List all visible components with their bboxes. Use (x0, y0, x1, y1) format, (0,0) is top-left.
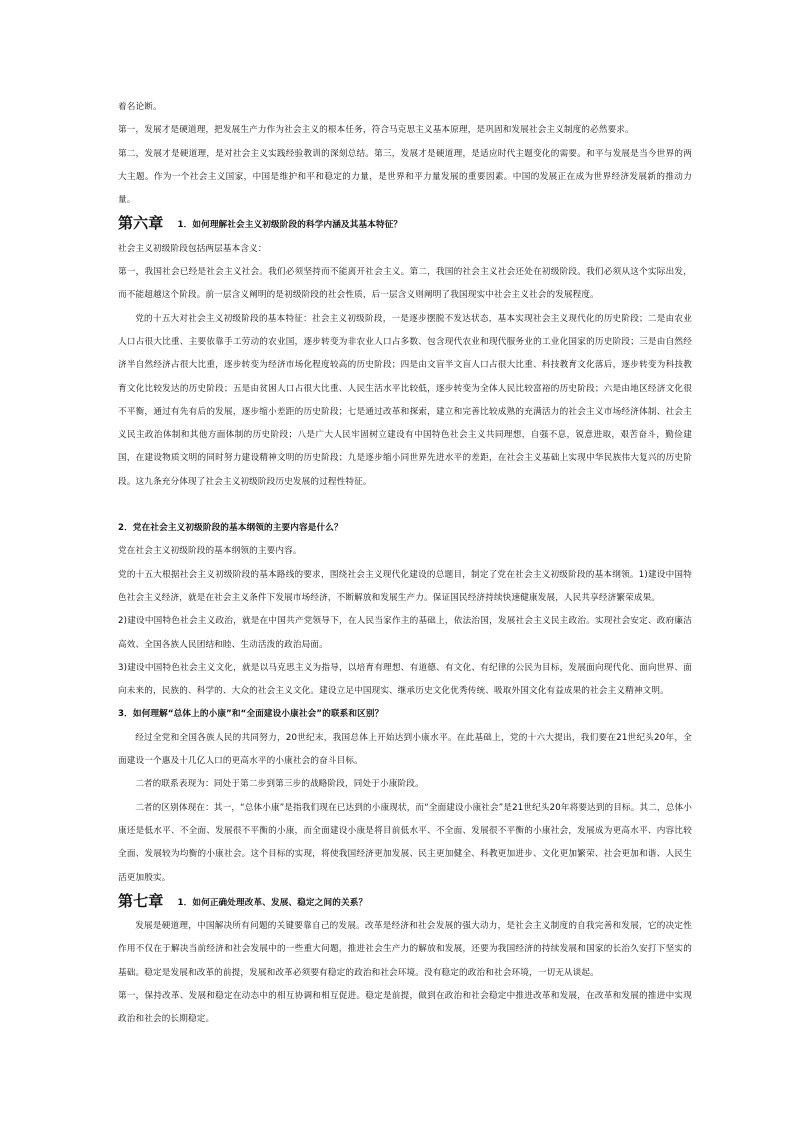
paragraph: 3)建设中国特色社会主义文化，就是以马克思主义为指导，以培育有理想、有道德、有文化、有纪律的公民为目标，发展面向现代化、面向世界、面向未来的，民族的、科学的、大众的社会主义文化。建设立足中国现实、继承历史文化优秀传统、吸取外国文化有益成果的社会主义精神文明。 (118, 662, 692, 697)
question-heading: 1．如何正确处理改革、发展、稳定之间的关系？ (177, 897, 368, 908)
paragraph: 经过全党和全国各族人民的共同努力，20世纪末，我国总体上开始达到小康水平。在此基础上，党的十六大提出，我们要在21世纪头20年，全面建设一个惠及十几亿人口的更高水平的小康社会的奋斗目标。 (118, 732, 692, 767)
question-heading: 3．如何理解“总体上的小康”和“全面建设小康社会”的联系和区别？ (118, 709, 384, 720)
paragraph: 党的十五大根据社会主义初级阶段的基本路线的要求，围绕社会主义现代化建设的总题目，制定了党在社会主义初级阶段的基本纲领。1)建设中国特色社会主义经济，就是在社会主义条件下发展市场经济，不断解放和发展生产力。保证国民经济持续快速健康发展，人民共享经济繁荣成果。 (118, 569, 692, 603)
chapter-heading-6 (118, 212, 692, 237)
paragraph: 着名论断。 (118, 102, 162, 112)
paragraph: 2)建设中国特色社会主义政治，就是在中国共产党领导下，在人民当家作主的基础上，依法治国，发展社会主义民主政治。实现社会安定、政府廉洁高效、全国各族人民团结和睦、生动活泼的政治局面。 (118, 616, 692, 650)
paragraph: 第一，发展才是硬道理，把发展生产力作为社会主义的根本任务，符合马克思主义基本原理，是巩固和发展社会主义制度的必然要求。 (118, 125, 634, 136)
blank-line (118, 494, 692, 517)
paragraph: 二者的区别体现在：其一，“总体小康”是指我们现在已达到的小康现状，而“全面建设小康社会”是21世纪头20年将要达到的目标。其二，总体小康还是低水平、不全面、发展很不平衡的小康，而全面建设小康是将目前低水平、不全面、发展很不平衡的小康社会，发展成为更高水平、内容比较全面、发展较为均衡的小康社会。这个目标的实现，将使我国经济更加发展、民主更加健全、科教更加进步、文化更加繁荣、社会更加和谐、人民生活更加殷实。 (118, 802, 692, 883)
chapter-title: 第六章 (118, 214, 164, 233)
chapter-title: 第七章 (118, 891, 164, 910)
paragraph: 第一，保持改革、发展和稳定在动态中的相互协调和相互促进。稳定是前提，做到在政治和社会稳定中推进改革和发展，在改革和发展的推进中实现政治和社会的长期稳定。 (118, 990, 692, 1025)
paragraph: 第一，我国社会已经是社会主义社会。我们必须坚持而不能离开社会主义。第二，我国的社会主义社会还处在初级阶段。我们必须从这个实际出发，而不能超越这个阶段。前一层含义阐明的是初级阶段的社会性质，后一层含义则阐明了我国现实中社会主义社会的发展程度。 (118, 267, 692, 301)
paragraph: 党在社会主义初级阶段的基本纲领的主要内容。 (118, 546, 302, 557)
document-page (118, 96, 692, 1032)
chapter-heading-7 (118, 890, 692, 915)
question-heading: 1．如何理解社会主义初级阶段的科学内涵及其基本特征？ (177, 220, 403, 231)
paragraph: 社会主义初级阶段包括两层基本含义： (118, 243, 267, 254)
paragraph: 二者的联系表现为：同处于第二步到第三步的战略阶段，同处于小康阶段。 (135, 779, 424, 790)
question-heading: 2．党在社会主义初级阶段的基本纲领的主要内容是什么？ (118, 523, 343, 534)
paragraph: 发展是硬道理，中国解决所有问题的关键要靠自己的发展。改革是经济和社会发展的强大动力，是社会主义制度的自我完善和发展，它的决定性作用不仅在于解决当前经济和社会发展中的一些重大问题，推进社会生产力的解放和发展，还要为我国经济的持续发展和国家的长治久安打下坚实的基础。稳定是发展和改革的前提，发展和改革必须要有稳定的政治和社会环境。没有稳定的政治和社会环境，一切无从谈起。 (118, 921, 692, 978)
paragraph: 党的十五大对社会主义初级阶段的基本特征：社会主义初级阶段，一是逐步摆脱不发达状态，基本实现社会主义现代化的历史阶段；二是由农业人口占很大比重、主要依靠手工劳动的农业国，逐步转变为非农业人口占多数、包含现代农业和现代服务业的工业化国家的历史阶段；三是由自然经济半自然经济占很大比重，逐步转变为经济市场化程度较高的历史阶段；四是由文盲半文盲人口占很大比重、科技教育文化落后，逐步转变为科技教育文化比较发达的历史阶段；五是由贫困人口占很大比重、人民生活水平比较低，逐步转变为全体人民比较富裕的历史阶段；六是由地区经济文化很不平衡，通过有先有后的发展，逐步缩小差距的历史阶段；七是通过改革和探索，建立和完善比较成熟的充满活力的社会主义市场经济体制、社会主义民主政治体制和其他方面体制的历史阶段；八是广大人民牢固树立建设有中国特色社会主义共同理想，自强不息，锐意进取，艰苦奋斗，勤俭建国，在建设物质文明的同时努力建设精神文明的历史阶段；九是逐步缩小同世界先进水平的差距，在社会主义基础上实现中华民族伟大复兴的历史阶段。这九条充分体现了社会主义初级阶段历史发展的过程性特征。 (118, 313, 692, 487)
paragraph: 第二，发展才是硬道理，是对社会主义实践经验教训的深刻总结。第三，发展才是硬道理，是适应时代主题变化的需要。和平与发展是当今世界的两大主题。作为一个社会主义国家，中国是维护和平和稳定的力量，是世界和平力量发展的重要因素。中国的发展正在成为世界经济发展新的推动力量。 (118, 148, 692, 206)
